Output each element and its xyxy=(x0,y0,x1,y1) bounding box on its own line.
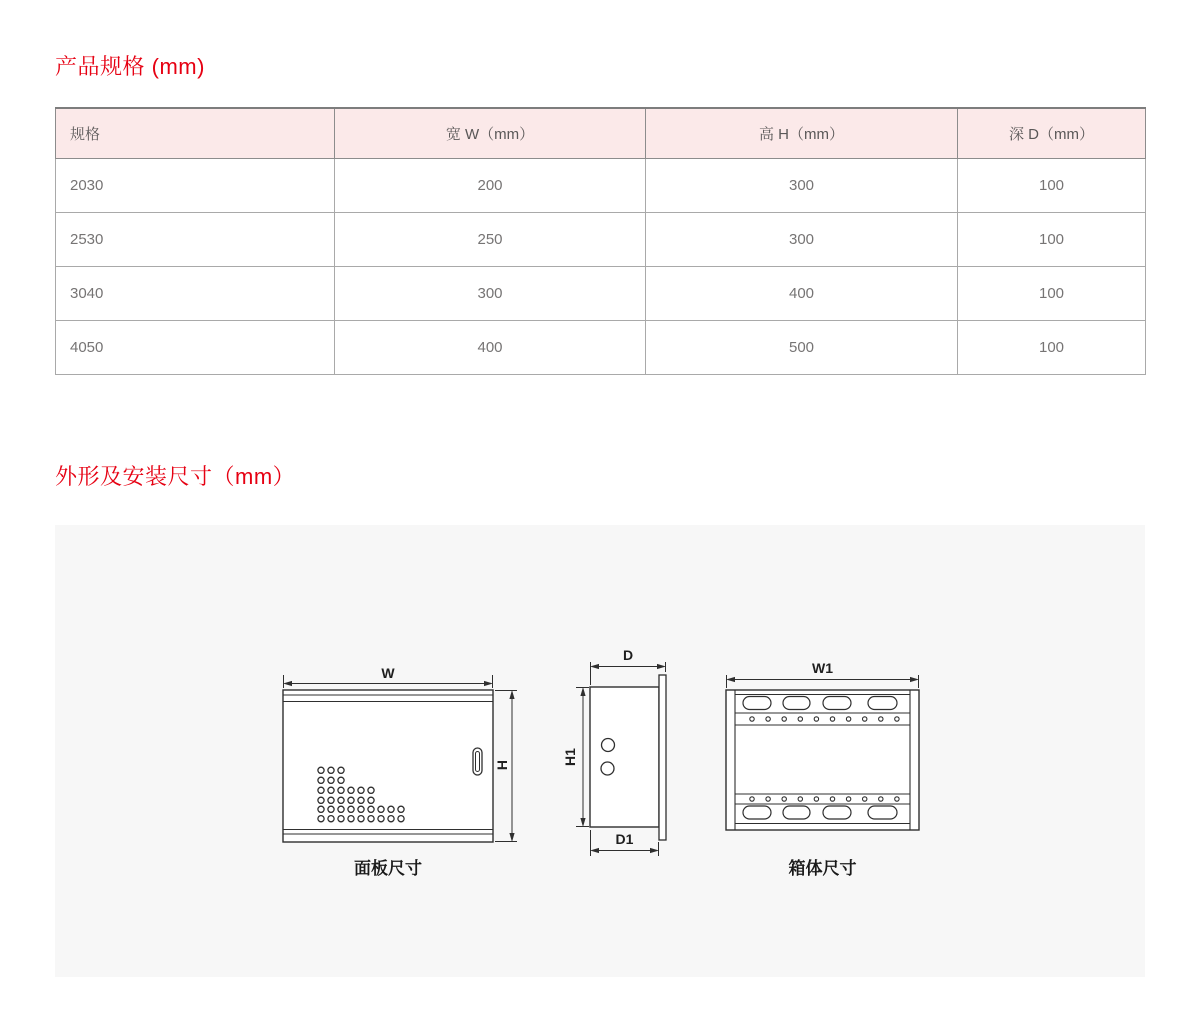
spec-value-cell: 100 xyxy=(958,212,1146,266)
side-depth-dimension xyxy=(590,662,666,685)
spec-table-row xyxy=(56,212,1146,266)
spec-section-title: 产品规格 (mm) xyxy=(55,54,205,79)
spec-column-header: 深 D（mm） xyxy=(958,108,1146,158)
dimension-drawings xyxy=(55,525,1145,977)
panel-width-label: W xyxy=(381,664,395,681)
spec-value-cell: 200 xyxy=(335,158,646,212)
spec-column-header: 规格 xyxy=(56,108,335,158)
spec-table-row xyxy=(56,266,1146,320)
spec-value-cell: 400 xyxy=(335,320,646,374)
cabinet-width-dimension xyxy=(726,675,919,688)
side-depth-label: D xyxy=(622,646,634,663)
spec-value-cell: 500 xyxy=(646,320,958,374)
spec-table-row xyxy=(56,320,1146,374)
cabinet-diagram xyxy=(726,690,919,830)
spec-table-header-row xyxy=(56,108,1146,158)
spec-column-header: 宽 W（mm） xyxy=(335,108,646,158)
spec-model-cell: 4050 xyxy=(56,320,335,374)
diagram-panel xyxy=(55,525,1145,977)
side-bottom-depth-label: D1 xyxy=(615,830,634,847)
spec-model-cell: 2530 xyxy=(56,212,335,266)
panel-diagram-caption: 面板尺寸 xyxy=(354,858,422,878)
spec-value-cell: 300 xyxy=(646,212,958,266)
panel-face-diagram xyxy=(283,690,493,842)
spec-value-cell: 250 xyxy=(335,212,646,266)
side-view-diagram xyxy=(590,675,666,840)
spec-value-cell: 100 xyxy=(958,158,1146,212)
dimensions-section-title: 外形及安装尺寸（mm） xyxy=(55,463,296,489)
spec-value-cell: 300 xyxy=(646,158,958,212)
cabinet-diagram-caption: 箱体尺寸 xyxy=(788,858,857,878)
spec-value-cell: 300 xyxy=(335,266,646,320)
cabinet-width-label: W1 xyxy=(812,659,833,676)
spec-column-header: 高 H（mm） xyxy=(646,108,958,158)
spec-table-row xyxy=(56,158,1146,212)
side-height-label: H1 xyxy=(562,747,578,766)
spec-value-cell: 100 xyxy=(958,266,1146,320)
spec-model-cell: 2030 xyxy=(56,158,335,212)
spec-value-cell: 400 xyxy=(646,266,958,320)
spec-model-cell: 3040 xyxy=(56,266,335,320)
spec-value-cell: 100 xyxy=(958,320,1146,374)
spec-table xyxy=(55,107,1146,375)
panel-height-label: H xyxy=(494,759,510,770)
